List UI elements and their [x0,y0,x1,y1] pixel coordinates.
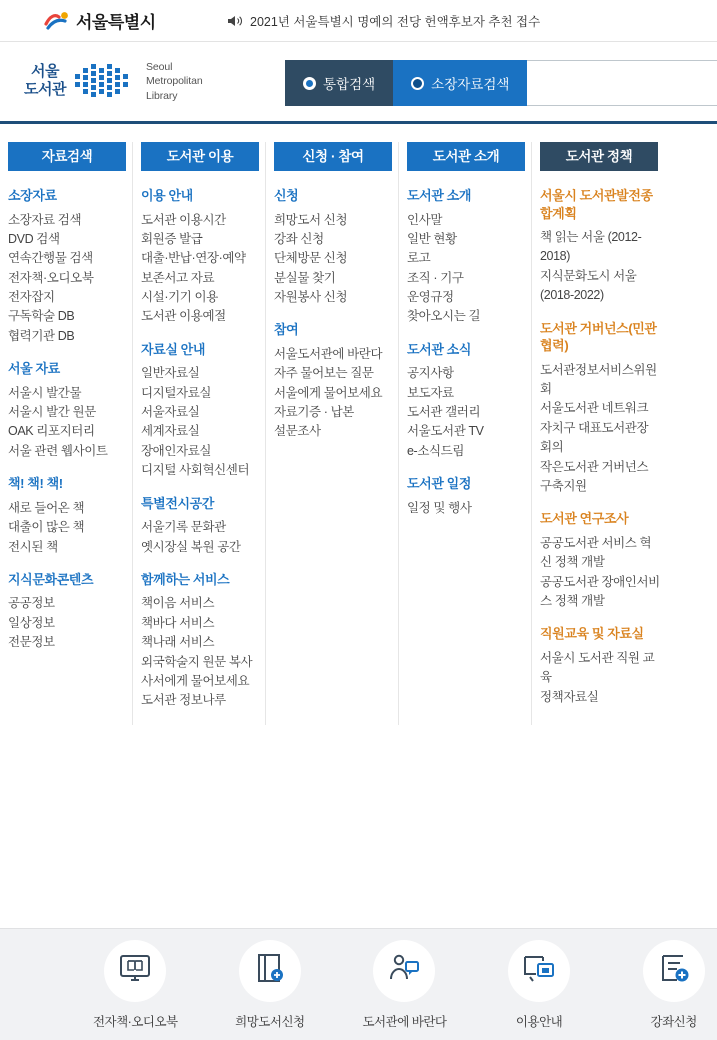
library-logo-en-line1: Seoul [145,61,173,74]
menu-group-title[interactable]: 도서관 연구조사 [540,511,629,527]
menu-item[interactable]: 서울자료실 [141,405,200,420]
quick-link-ebook-audiobook[interactable] [92,940,179,1030]
menu-item[interactable]: 일반 현황 [407,231,457,246]
menu-item[interactable]: 자주 물어보는 질문 [274,366,374,381]
menu-item[interactable]: 희망도서 신청 [274,212,348,227]
menu-group-seoul-materials [8,360,128,461]
tab-collection-search[interactable] [393,60,527,106]
menu-item[interactable]: 서울도서관 TV [407,424,484,439]
seoul-city-logo-icon [44,9,70,33]
library-logo-kr-line1: 서울 [31,62,59,80]
radio-integrated-icon [303,77,316,90]
menu-group-title[interactable]: 직원교육 및 자료실 [540,626,644,642]
menu-item[interactable]: 도서관 이용예절 [141,309,226,324]
menu-item[interactable]: OAK 리포지터리 [8,424,95,439]
seoul-city-logo[interactable] [44,8,156,33]
notice-banner[interactable] [227,12,540,30]
menu-item[interactable]: 공지사항 [407,366,454,381]
menu-item[interactable]: 설문조사 [274,424,321,439]
menu-item[interactable]: 도서관 정보나루 [141,693,226,708]
menu-group-title[interactable]: 신청 [274,188,299,203]
menu-column-data-search [0,142,133,725]
menu-item[interactable]: 서울 관련 웹사이트 [8,443,108,458]
menu-item[interactable]: 소장자료 검색 [8,212,82,227]
menu-column-header-library-intro[interactable]: 도서관 소개 [407,142,525,171]
menu-item[interactable]: 서울에게 물어보세요 [274,385,383,400]
menu-item[interactable]: 디지털자료실 [141,385,212,400]
menu-item[interactable]: 일상정보 [8,615,55,630]
menu-column-header-data-search[interactable]: 자료검색 [8,142,126,171]
search-input[interactable] [527,60,717,106]
menu-item[interactable]: 자원봉사 신청 [274,290,348,305]
tab-integrated-search-label: 통합검색 [323,77,376,92]
menu-item[interactable]: 세계자료실 [141,424,200,439]
quick-link-bar [0,928,717,1040]
top-bar [0,0,717,42]
quick-icon-circle [373,940,435,1002]
speaker-icon [227,14,243,28]
menu-group-research [540,510,661,611]
menu-item[interactable]: 정책자료실 [540,689,599,704]
menu-group-title[interactable]: 지식문화콘텐츠 [8,571,94,587]
menu-group-title[interactable]: 도서관 거버넌스(민관협력) [540,320,657,354]
menu-group-title[interactable]: 특별전시공간 [141,495,214,511]
menu-item[interactable]: 보도자료 [407,385,454,400]
menu-item[interactable]: 도서관 갤러리 [407,405,481,420]
library-logo-korean [24,63,66,101]
menu-group-title[interactable]: 이용 안내 [141,188,193,203]
menu-group-reading-rooms [141,341,261,481]
menu-column-library-intro [399,142,532,725]
menu-item[interactable]: 서울시 발간물 [8,385,82,400]
menu-item[interactable]: 공공도서관 장애인서비스 정책 개발 [540,574,660,608]
menu-item[interactable]: 분실물 찾기 [274,270,336,285]
menu-item[interactable]: 서울시 발간 원문 [8,405,96,420]
seoul-city-brand-label: 서울특별시 [76,13,156,32]
menu-column-apply-participate [266,142,399,725]
menu-item[interactable]: 책바다 서비스 [141,615,215,630]
menu-group-title[interactable]: 소장자료 [8,188,57,203]
menu-item[interactable]: 일정 및 행사 [407,500,472,515]
menu-item[interactable]: 로고 [407,251,431,266]
quick-link-label: 강좌신청 [650,1014,697,1029]
menu-item[interactable]: 장애인자료실 [141,443,212,458]
menu-item[interactable]: 사서에게 물어보세요 [141,673,250,688]
menu-item[interactable]: 조직 · 기구 [407,270,464,285]
menu-group-title[interactable]: 도서관 일정 [407,476,472,492]
quick-link-label: 전자책·오디오북 [92,1014,178,1029]
menu-item[interactable]: 서울도서관에 바란다 [274,346,383,361]
menu-group-apply [274,187,394,307]
quick-link-usage-guide[interactable] [496,940,583,1030]
menu-column-header-apply-participate[interactable]: 신청 · 참여 [274,142,392,171]
menu-group-title[interactable]: 도서관 소식 [407,341,472,357]
menu-item[interactable]: 디지털 사회혁신센터 [141,463,250,478]
person-speech-icon [387,951,421,990]
library-logo-kr-line2: 도서관 [24,81,66,99]
quick-icon-circle [643,940,705,1002]
radio-collection-icon [411,77,424,90]
menu-item[interactable]: 공공도서관 서비스 혁신 정책 개발 [540,535,652,570]
menu-item[interactable]: 도서관 이용시간 [141,212,226,227]
menu-item[interactable]: 구축지원 [540,478,587,493]
menu-item[interactable]: 찾아오시는 길 [407,309,481,324]
menu-group-schedule [407,475,527,518]
list-plus-icon [657,951,691,990]
menu-item[interactable]: e-소식드림 [407,443,465,458]
menu-column-header-library-policy[interactable]: 도서관 정책 [540,142,658,171]
menu-item[interactable]: 대출·반납·연장·예약 [141,251,246,266]
quick-link-suggestion[interactable] [361,940,448,1030]
menu-group-news [407,341,527,461]
menu-item[interactable]: 연속간행물 검색 [8,251,93,266]
menu-group-title[interactable]: 도서관 소개 [407,188,472,203]
ebook-monitor-icon [118,951,152,990]
menu-group-title[interactable]: 자료실 안내 [141,341,206,357]
menu-item[interactable]: 지식문화도시 서울 (2018-2022) [540,268,637,303]
menu-group-governance [540,320,661,497]
menu-group-usage-guide [141,187,261,327]
monitor-chat-icon [522,951,556,990]
menu-column-library-policy [532,142,665,725]
notice-text: 2021년 서울특별시 명예의 전당 헌액후보자 추천 접수 [250,14,541,29]
menu-item[interactable]: 새로 들어온 책 [8,500,85,515]
menu-item[interactable]: 전자책·오디오북 [8,270,94,285]
quick-link-label: 희망도서신청 [235,1014,305,1029]
menu-item[interactable]: 외국학술지 원문 복사 [141,654,253,669]
menu-group-title[interactable]: 참여 [274,322,299,338]
book-plus-icon [253,951,287,990]
menu-group-title[interactable]: 서울시 도서관발전종합계획 [540,188,653,221]
menu-group-title[interactable]: 서울 자료 [8,361,60,377]
menu-item[interactable]: 도서관정보서비스위원회 [540,362,657,397]
menu-item[interactable]: 시설·기기 이용 [141,290,218,305]
menu-item[interactable]: 강좌 신청 [274,231,324,246]
tab-integrated-search[interactable] [285,60,393,106]
menu-group-introduction [407,187,527,327]
menu-item[interactable]: 전자잡지 [8,290,55,305]
quick-icon-circle [508,940,570,1002]
mega-menu [0,124,717,725]
menu-item[interactable]: 자료기증 · 납본 [274,405,354,420]
quick-icon-circle [239,940,301,1002]
menu-item[interactable]: 옛시장실 복원 공간 [141,539,241,554]
library-logo-en-line3: Library [145,89,178,102]
menu-item[interactable]: 책 읽는 서울 (2012-2018) [540,230,642,264]
quick-link-wish-book[interactable] [227,940,314,1030]
library-logo-english [146,60,203,103]
menu-item[interactable]: 보존서고 자료 [141,270,215,285]
menu-item[interactable]: 작은도서관 거버넌스 [540,459,649,474]
menu-group-collection [8,187,128,346]
menu-item[interactable]: 구독학술 DB [8,309,75,324]
dot-grid-icon [75,64,137,98]
menu-group-knowledge-content [8,571,128,653]
menu-group-staff-education [540,625,661,707]
menu-item[interactable]: 협력기관 DB [8,328,75,343]
search-box [285,60,717,106]
menu-item[interactable]: DVD 검색 [8,231,60,246]
menu-item[interactable]: 운영규정 [407,290,454,305]
menu-group-title[interactable]: 책! 책! 책! [8,476,63,492]
menu-group-master-plan [540,187,661,306]
menu-item[interactable]: 회원증 발급 [141,231,203,246]
menu-item[interactable]: 인사말 [407,212,443,227]
menu-item[interactable]: 책이음 서비스 [141,596,215,611]
library-logo-en-line2: Metropolitan [145,75,203,88]
library-logo[interactable] [24,60,203,103]
menu-item[interactable]: 전문정보 [8,635,55,650]
quick-link-lecture-apply[interactable] [630,940,717,1030]
menu-item[interactable]: 서울기록 문화관 [141,520,226,535]
menu-item[interactable]: 단체방문 신청 [274,251,348,266]
quick-link-label: 이용안내 [515,1014,563,1029]
site-header [0,42,717,124]
menu-item[interactable]: 서울도서관 네트워크 [540,401,649,416]
menu-item[interactable]: 책나래 서비스 [141,635,215,650]
menu-item[interactable]: 자치구 대표도서관장 회의 [540,420,649,455]
menu-item[interactable]: 대출이 많은 책 [8,520,85,535]
menu-column-library-use [133,142,266,725]
menu-item[interactable]: 공공정보 [8,596,55,611]
quick-icon-circle [104,940,166,1002]
menu-column-header-library-use[interactable]: 도서관 이용 [141,142,259,171]
menu-item[interactable]: 서울시 도서관 직원 교육 [540,650,655,685]
tab-collection-search-label: 소장자료검색 [431,77,510,92]
menu-item[interactable]: 일반자료실 [141,366,200,381]
menu-group-title[interactable]: 함께하는 서비스 [141,571,230,587]
menu-group-special-exhibition [141,495,261,557]
menu-group-shared-services [141,571,261,711]
quick-link-label: 도서관에 바란다 [362,1014,447,1029]
menu-group-books [8,475,128,557]
menu-item[interactable]: 전시된 책 [8,539,58,554]
menu-group-participate [274,321,394,441]
